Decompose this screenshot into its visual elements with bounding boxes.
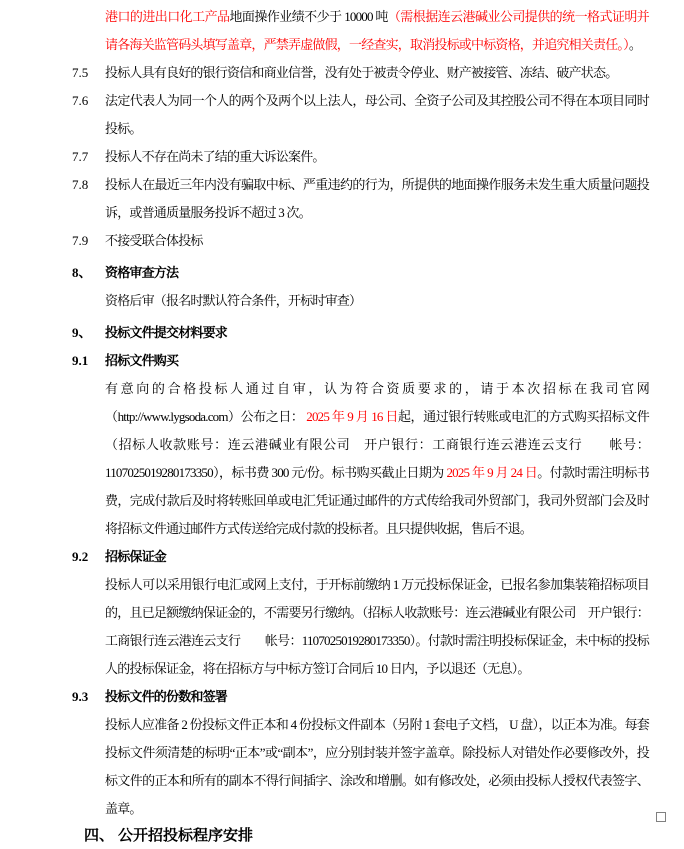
paragraph-text [105, 287, 649, 315]
text-segment: 地面操作业绩不少于 10000 吨 [229, 9, 388, 24]
text-segment: 投标人可以采用银行电汇或网上支付，于开标前缴纳 1 万元投标保证金，已报名参加集装箱招标项目的，且已足额缴纳保证金的，不需要另行缴纳。（招标人收款账号：连云港碱业有限公司 开户银行：工商银行连云港连云支行 帐号：1107025019280173350）。付款时需注明投标保证金，未中标的投标人的投标保证金，将在招标方与中标方签订合同后 10 日内，予以退还（无息）。 [105, 577, 649, 676]
clause-item [72, 143, 649, 171]
clause-number: 7.9 [72, 233, 89, 248]
heading-title [105, 543, 649, 571]
text-segment: 投标人具有良好的银行资信和商业信誉，没有处于被责令停业、财产被接管、冻结、破产状态。 [105, 65, 618, 80]
text-segment: 起，通过银行转账或电汇的方式购买招标文件（招标人收款账号：连云港碱业有限公司 开户银行：工商银行连云港连云支行 帐号：1107025019280173350），标书费 300 元/份。标书购买截止日期为 [105, 409, 649, 480]
heading-number: 9.1 [72, 353, 89, 368]
document-body [72, 3, 649, 849]
heading-number: 8、 [72, 265, 92, 280]
section-heading [72, 543, 649, 571]
section-heading [72, 259, 649, 287]
paragraph-text [105, 87, 649, 143]
clause-item [72, 59, 649, 87]
section-heading [72, 347, 649, 375]
text-segment: 公开招投标程序安排 [118, 828, 254, 844]
paragraph-text [105, 3, 649, 59]
clause-number: 7.8 [72, 177, 89, 192]
clause-number: 7.5 [72, 65, 89, 80]
clause-item [72, 227, 649, 255]
anchor-marker-icon [656, 812, 666, 822]
clause-item [72, 171, 649, 227]
text-segment: 投标文件提交材料要求 [105, 325, 228, 340]
paragraph-text [105, 227, 649, 255]
highlighted-text: 港口的进出口化工产品 [105, 9, 230, 24]
highlighted-text: 2025 年 9 月 24 日 [446, 465, 538, 480]
heading-number: 四、 [84, 828, 115, 844]
section-heading [72, 683, 649, 711]
paragraph [72, 571, 649, 683]
text-segment: 招标保证金 [105, 549, 167, 564]
chapter-heading [84, 823, 649, 849]
paragraph-text [105, 711, 649, 823]
paragraph [72, 3, 649, 59]
heading-title [105, 319, 649, 347]
section-heading [72, 319, 649, 347]
heading-number: 9、 [72, 325, 92, 340]
text-segment: 投标人在最近三年内没有骗取中标、严重违约的行为，所提供的地面操作服务未发生重大质量问题投诉，或普通质量服务投诉不超过 3 次。 [105, 177, 649, 220]
heading-number: 9.3 [72, 689, 89, 704]
highlighted-text: 2025 年 9 月 16 日 [306, 409, 398, 424]
heading-title [105, 683, 649, 711]
text-segment: 投标人不存在尚未了结的重大诉讼案件。 [105, 149, 325, 164]
clause-number: 7.7 [72, 149, 89, 164]
paragraph-text [105, 59, 649, 87]
paragraph [72, 711, 649, 823]
text-segment: 法定代表人为同一个人的两个及两个以上法人，母公司、全资子公司及其控股公司不得在本项目同时投标。 [105, 93, 649, 136]
heading-title [105, 259, 649, 287]
chapter-title [118, 823, 649, 849]
paragraph-text [105, 171, 649, 227]
clause-number: 7.6 [72, 93, 89, 108]
highlighted-text: （需根据连云港碱业公司提供的统一格式证明并请各海关监管码头填写盖章，严禁弄虚做假，一经查实，取消投标或中标资格，并追究相关责任。） [105, 9, 650, 52]
paragraph [72, 375, 649, 543]
heading-number: 9.2 [72, 549, 89, 564]
heading-title [105, 347, 649, 375]
paragraph-text [105, 375, 649, 543]
text-segment: 不接受联合体投标 [105, 233, 203, 248]
paragraph-text [105, 143, 649, 171]
text-segment: 投标文件的份数和签署 [105, 689, 228, 704]
text-segment: 有意向的合格投标人通过自审，认为符合资质要求的，请于本次招标在我司官网（http://www.lygsoda.com）公布之日： [105, 381, 649, 424]
text-segment: 招标文件购买 [105, 353, 179, 368]
text-segment: 资格审查方法 [105, 265, 179, 280]
text-segment: 投标人应准备 2 份投标文件正本和 4 份投标文件副本（另附 1 套电子文档， U 盘），以正本为准。每套投标文件须清楚的标明“正本”或“副本”，应分别封装并签字盖章。除投标人对错处作必要修改外，投标文件的正本和所有的副本不得行间插字、涂改和增删。如有修改处，必须由投标人授权代表签字、盖章。 [105, 717, 649, 816]
text-segment: 。 [628, 37, 642, 52]
clause-item [72, 87, 649, 143]
text-segment: 。付款时需注明标书费，完成付款后及时将转账回单或电汇凭证通过邮件的方式传给我司外贸部门，我司外贸部门会及时将招标文件通过邮件方式传送给完成付款的投标者。且只提供收据，售后不退。 [105, 465, 649, 536]
paragraph [72, 287, 649, 315]
paragraph-text [105, 571, 649, 683]
text-segment: 资格后审（报名时默认符合条件，开标时审查） [105, 293, 362, 308]
